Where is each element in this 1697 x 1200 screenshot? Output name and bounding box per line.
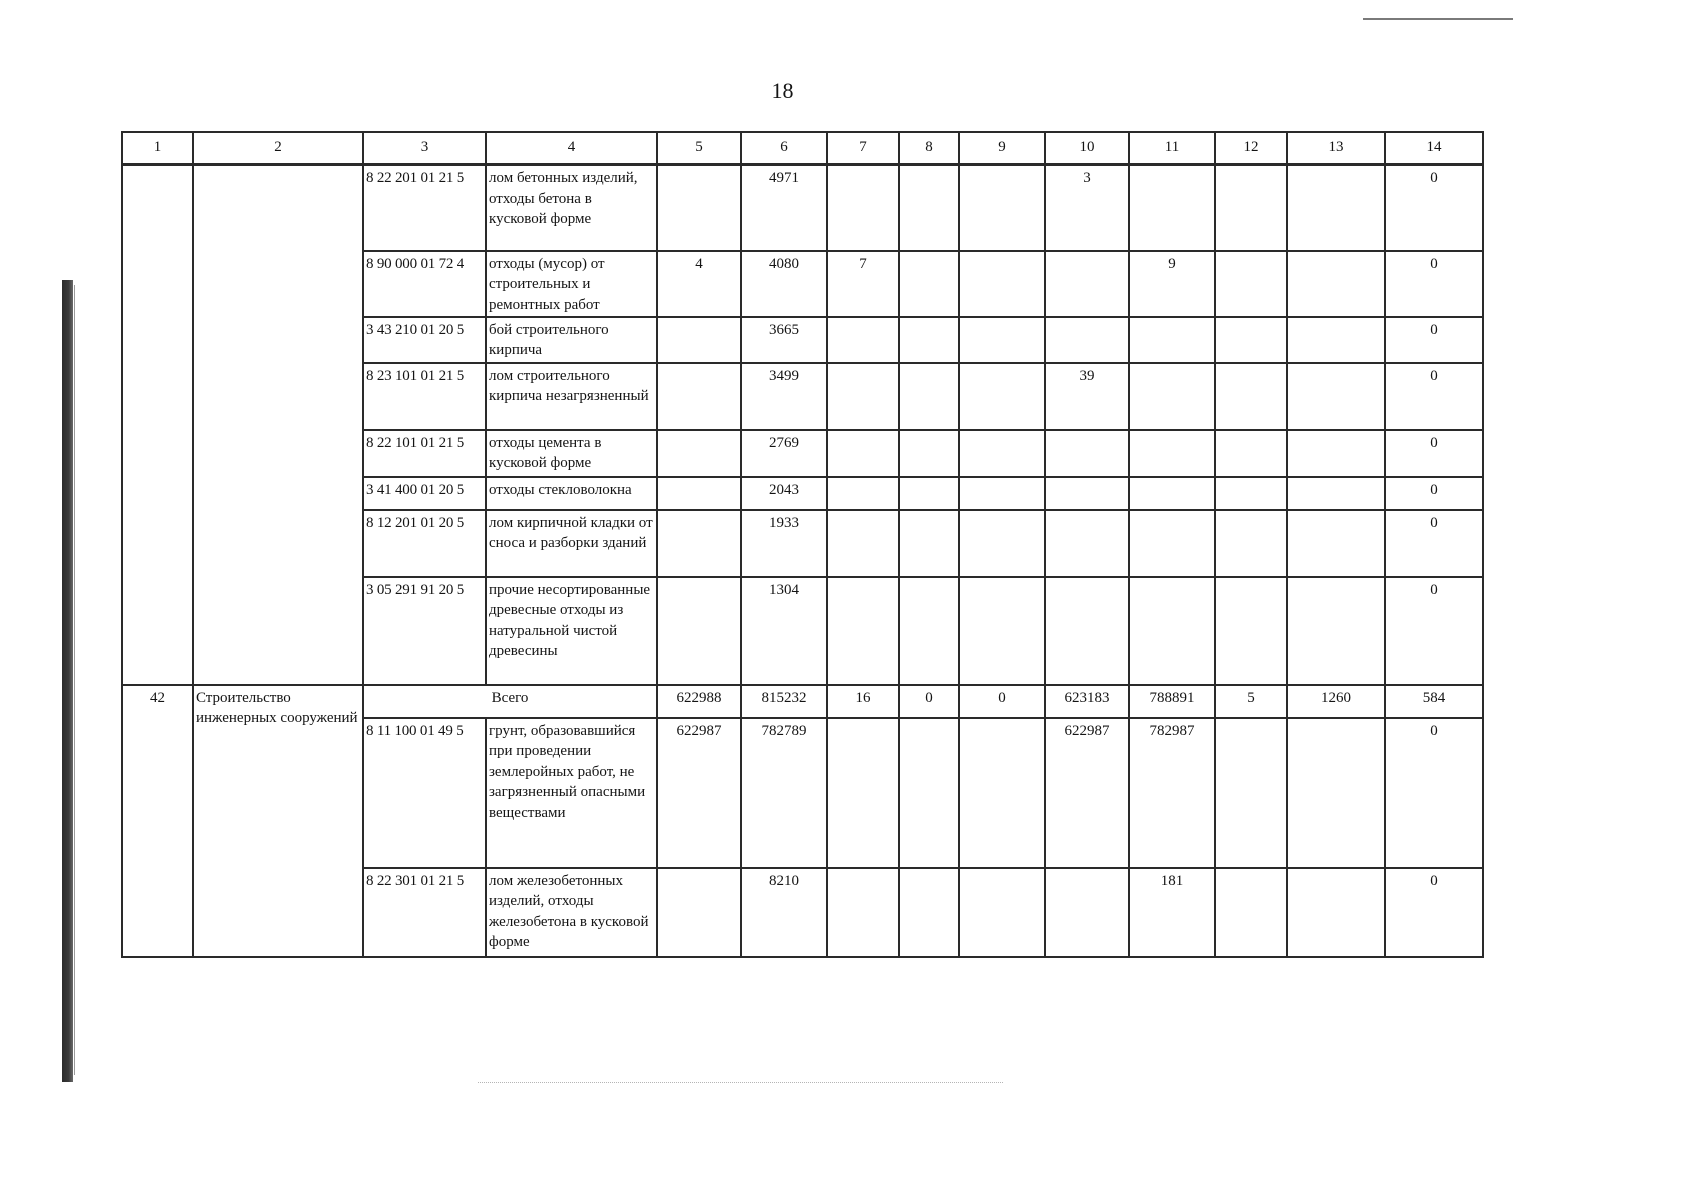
col10-value [1045,477,1129,510]
column-header-1: 1 [122,132,193,165]
col12-value [1215,251,1287,317]
col9-value [959,718,1045,868]
waste-code: 8 12 201 01 20 5 [363,510,486,577]
col6-value: 3665 [741,317,827,363]
col7-value: 7 [827,251,899,317]
total-col6: 815232 [741,685,827,718]
col6-value: 4080 [741,251,827,317]
col14-value: 0 [1385,251,1483,317]
col11-value [1129,363,1215,430]
column-header-14: 14 [1385,132,1483,165]
column-header-2: 2 [193,132,363,165]
waste-code: 8 23 101 01 21 5 [363,363,486,430]
col9-value [959,165,1045,251]
waste-code: 8 22 201 01 21 5 [363,165,486,251]
waste-name: лом железобетонных изделий, отходы железобетона в кусковой форме [486,868,657,957]
col8-value [899,718,959,868]
col8-value [899,430,959,477]
col12-value [1215,363,1287,430]
col11-value [1129,477,1215,510]
col8-value [899,363,959,430]
column-header-11: 11 [1129,132,1215,165]
col7-value [827,165,899,251]
col11-value [1129,430,1215,477]
scan-binding-edge-line [74,285,75,1075]
column-header-13: 13 [1287,132,1385,165]
waste-code: 8 90 000 01 72 4 [363,251,486,317]
col12-value [1215,868,1287,957]
col12-value [1215,718,1287,868]
col7-value [827,577,899,685]
col11-value [1129,510,1215,577]
section-title-cell [193,165,363,685]
col11-value [1129,577,1215,685]
waste-code: 8 22 101 01 21 5 [363,430,486,477]
col9-value [959,577,1045,685]
column-header-4: 4 [486,132,657,165]
col8-value [899,868,959,957]
col14-value: 0 [1385,477,1483,510]
col6-value: 4971 [741,165,827,251]
total-label: Всего [363,685,657,718]
col7-value [827,317,899,363]
col9-value [959,510,1045,577]
col9-value [959,317,1045,363]
col14-value: 0 [1385,317,1483,363]
col10-value: 3 [1045,165,1129,251]
col14-value: 0 [1385,165,1483,251]
col13-value [1287,510,1385,577]
total-col13: 1260 [1287,685,1385,718]
col5-value [657,165,741,251]
col5-value [657,577,741,685]
total-col14: 584 [1385,685,1483,718]
col8-value [899,317,959,363]
total-col5: 622988 [657,685,741,718]
total-col11: 788891 [1129,685,1215,718]
col13-value [1287,165,1385,251]
waste-code: 8 22 301 01 21 5 [363,868,486,957]
col5-value [657,317,741,363]
col8-value [899,510,959,577]
total-col9: 0 [959,685,1045,718]
col13-value [1287,317,1385,363]
total-col8: 0 [899,685,959,718]
col9-value [959,430,1045,477]
waste-name: лом строительного кирпича незагрязненный [486,363,657,430]
col6-value: 8210 [741,868,827,957]
column-header-5: 5 [657,132,741,165]
scan-top-rule [1363,18,1513,20]
col5-value: 622987 [657,718,741,868]
col11-value: 9 [1129,251,1215,317]
column-header-10: 10 [1045,132,1129,165]
col10-value [1045,577,1129,685]
col10-value [1045,251,1129,317]
scan-binding-edge [62,280,73,1082]
col5-value [657,363,741,430]
col14-value: 0 [1385,577,1483,685]
col8-value [899,165,959,251]
col5-value: 4 [657,251,741,317]
waste-name: бой строительного кирпича [486,317,657,363]
table-row [122,165,1483,251]
col8-value [899,477,959,510]
waste-code: 8 11 100 01 49 5 [363,718,486,868]
col5-value [657,477,741,510]
waste-name: грунт, образовавшийся при проведении землеройных работ, не загрязненный опасными веществами [486,718,657,868]
total-col10: 623183 [1045,685,1129,718]
col6-value: 2043 [741,477,827,510]
col14-value: 0 [1385,868,1483,957]
col6-value: 1933 [741,510,827,577]
col11-value: 181 [1129,868,1215,957]
col10-value [1045,430,1129,477]
col10-value: 622987 [1045,718,1129,868]
col6-value: 1304 [741,577,827,685]
waste-name: лом бетонных изделий, отходы бетона в кусковой форме [486,165,657,251]
section-number: 42 [122,685,193,957]
col7-value [827,363,899,430]
column-header-8: 8 [899,132,959,165]
col13-value [1287,251,1385,317]
col11-value: 782987 [1129,718,1215,868]
col5-value [657,510,741,577]
total-col7: 16 [827,685,899,718]
col7-value [827,430,899,477]
col13-value [1287,577,1385,685]
col6-value: 782789 [741,718,827,868]
waste-code: 3 05 291 91 20 5 [363,577,486,685]
col12-value [1215,577,1287,685]
col13-value [1287,477,1385,510]
header-row [122,132,1483,165]
column-header-6: 6 [741,132,827,165]
col7-value [827,868,899,957]
waste-code: 3 41 400 01 20 5 [363,477,486,510]
col10-value: 39 [1045,363,1129,430]
col7-value [827,477,899,510]
column-header-12: 12 [1215,132,1287,165]
scan-bottom-noise [478,1082,1003,1083]
col14-value: 0 [1385,363,1483,430]
col11-value [1129,317,1215,363]
col12-value [1215,430,1287,477]
waste-name: отходы стекловолокна [486,477,657,510]
section-title: Строительство инженерных сооружений [193,685,363,957]
col9-value [959,363,1045,430]
col13-value [1287,430,1385,477]
col11-value [1129,165,1215,251]
waste-name: прочие несортированные древесные отходы из натуральной чистой древесины [486,577,657,685]
col13-value [1287,868,1385,957]
col9-value [959,477,1045,510]
col5-value [657,868,741,957]
col10-value [1045,510,1129,577]
column-header-3: 3 [363,132,486,165]
col13-value [1287,363,1385,430]
col7-value [827,510,899,577]
page-number: 18 [771,78,794,103]
section-number-cell [122,165,193,685]
col8-value [899,577,959,685]
col5-value [657,430,741,477]
total-col12: 5 [1215,685,1287,718]
col14-value: 0 [1385,510,1483,577]
col14-value: 0 [1385,718,1483,868]
col10-value [1045,317,1129,363]
column-header-9: 9 [959,132,1045,165]
col13-value [1287,718,1385,868]
col12-value [1215,477,1287,510]
col8-value [899,251,959,317]
col14-value: 0 [1385,430,1483,477]
col6-value: 3499 [741,363,827,430]
col12-value [1215,317,1287,363]
col9-value [959,251,1045,317]
waste-name: отходы цемента в кусковой форме [486,430,657,477]
column-header-7: 7 [827,132,899,165]
col12-value [1215,510,1287,577]
waste-table [121,131,1484,958]
col9-value [959,868,1045,957]
waste-name: отходы (мусор) от строительных и ремонтных работ [486,251,657,317]
waste-code: 3 43 210 01 20 5 [363,317,486,363]
col12-value [1215,165,1287,251]
col10-value [1045,868,1129,957]
section-total-row [122,685,1483,718]
col7-value [827,718,899,868]
col6-value: 2769 [741,430,827,477]
waste-name: лом кирпичной кладки от сноса и разборки зданий [486,510,657,577]
